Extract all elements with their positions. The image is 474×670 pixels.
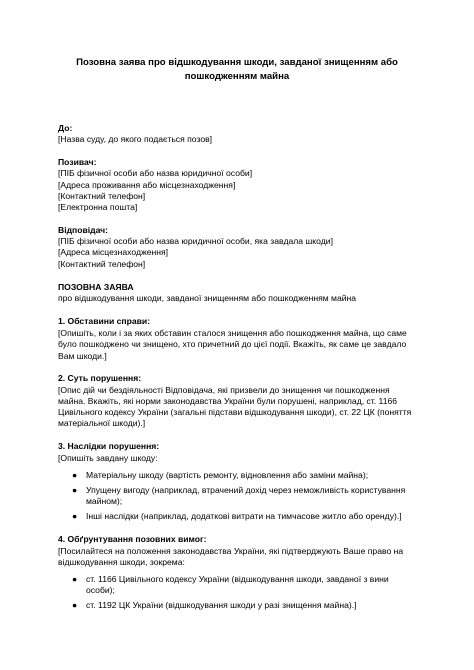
bullet-icon: ● [72,485,78,496]
list-item-text: Упущену вигоду (наприклад, втрачений дохід через неможливість користування майном); [86,485,406,507]
plaintiff-phone: [Контактний телефон] [58,190,146,201]
defendant-phone: [Контактний телефон] [58,258,146,269]
bullet-icon: ● [72,511,78,522]
section-consequences [58,441,416,523]
section-text: [Опишіть завдану шкоду: [58,452,158,463]
defendant-name: [ПІБ фізичної особи або назва юридичної особи, яка завдала шкоди] [58,236,333,247]
plaintiff-label: Позивач: [58,157,97,168]
section-text: [Опис дій чи бездіяльності Відповідача, які призвели до знищення чи пошкодження майна. Вкажіть, які норми законодавства України були порушені, наприклад, ст. 1166 Цивільного кодексу України (загальні підстави відшкодування шкоди), ст. 22 ЦК (поняття матеріальної шкоди).] [58,384,412,429]
section-violation [58,373,416,430]
plaintiff-block [58,157,416,213]
section-title: 4. Обґрунтування позовних вимог: [58,533,207,544]
document-title: Позовна заява про відшкодування шкоди, завданої знищенням або пошкодженням майна [76,57,398,82]
recipient-court: [Назва суду, до якого подається позов] [58,133,213,144]
list-item-text: ст. 1192 ЦК України (відшкодування шкоди у разі знищення майна).] [86,600,357,611]
defendant-block [58,225,416,270]
section-title: 1. Обставини справи: [58,316,151,327]
section-justification [58,534,416,612]
section-text: [Посилайтеся на положення законодавства України, які підтверджують Ваше право на відшкодування шкоди, зокрема: [58,545,404,567]
bullet-list [58,470,416,523]
section-title: 2. Суть порушення: [58,372,142,383]
list-item-text: ст. 1166 Цивільного кодексу України (відшкодування шкоди, завданої з вини особи); [86,574,389,596]
claim-heading: ПОЗОВНА ЗАЯВА [58,281,134,292]
list-item [58,470,416,481]
recipient-label: До: [58,122,73,133]
list-item [58,511,416,522]
list-item-text: Матеріальну шкоду (вартість ремонту, відновлення або заміни майна); [86,469,369,480]
claim-subheading: про відшкодування шкоди, завданої знищенням або пошкодженням майна [58,292,357,303]
defendant-address: [Адреса місцезнаходження] [58,247,169,258]
plaintiff-address: [Адреса проживання або місцезнаходження] [58,179,236,190]
section-circumstances [58,316,416,362]
claim-heading-block [58,282,416,304]
bullet-icon: ● [72,469,78,480]
plaintiff-email: [Електронна пошта] [58,201,138,212]
list-item-text: Інші наслідки (наприклад, додаткові витрати на тимчасове житло або оренду).] [86,511,402,522]
recipient-block [58,123,416,145]
section-text: [Опишіть, коли і за яких обставин сталося знищення або пошкодження майна, що саме було пошкоджено чи знищено, хто причетний до цієї події. Вкажіть, як саме це завдало Вам шкоди.] [58,328,407,361]
defendant-label: Відповідач: [58,225,109,236]
bullet-icon: ● [72,600,78,611]
bullet-list [58,574,416,612]
list-item [58,485,416,507]
plaintiff-name: [ПІБ фізичної особи або назва юридичної особи] [58,168,253,179]
section-title: 3. Наслідки порушення: [58,440,160,451]
list-item [58,600,416,611]
list-item [58,574,416,596]
bullet-icon: ● [72,574,78,585]
